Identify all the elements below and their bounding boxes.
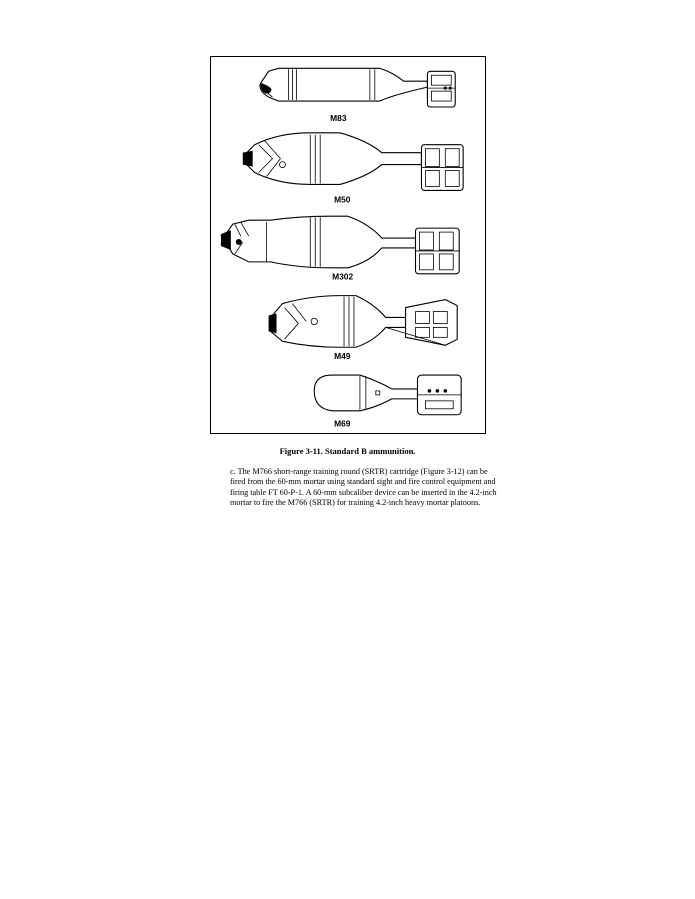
mortar-round-m69-icon bbox=[314, 375, 461, 415]
mortar-round-m50-icon bbox=[243, 133, 463, 191]
paragraph-line: firing table FT 60-P-1. A 60-mm subcaliber device can be inserted in the 4.2-inch bbox=[230, 487, 497, 497]
mortar-round-m302-icon bbox=[221, 216, 459, 274]
paragraph-line: fired from the 60-mm mortar using standard sight and fire control equipment and bbox=[230, 477, 496, 487]
figure-3-11-frame bbox=[210, 56, 486, 434]
paragraph-line: c. The M766 short-range training round (SRTR) cartridge (Figure 3-12) can be bbox=[230, 467, 488, 476]
round-label-m83: M83 bbox=[330, 112, 347, 123]
paragraph-line: mortar to fire the M766 (SRTR) for training 4.2-inch heavy mortar platoons. bbox=[230, 498, 481, 508]
round-label-m50: M50 bbox=[334, 194, 351, 205]
round-label-m302: M302 bbox=[332, 271, 354, 282]
body-paragraph bbox=[230, 467, 530, 509]
mortar-round-m83-icon bbox=[260, 68, 455, 107]
mortar-round-m49-icon bbox=[269, 296, 458, 348]
round-label-m49: M49 bbox=[334, 351, 351, 362]
ammunition-illustration bbox=[211, 57, 485, 433]
round-label-m69: M69 bbox=[334, 418, 351, 429]
figure-caption: Figure 3-11. Standard B ammunition. bbox=[279, 446, 416, 456]
